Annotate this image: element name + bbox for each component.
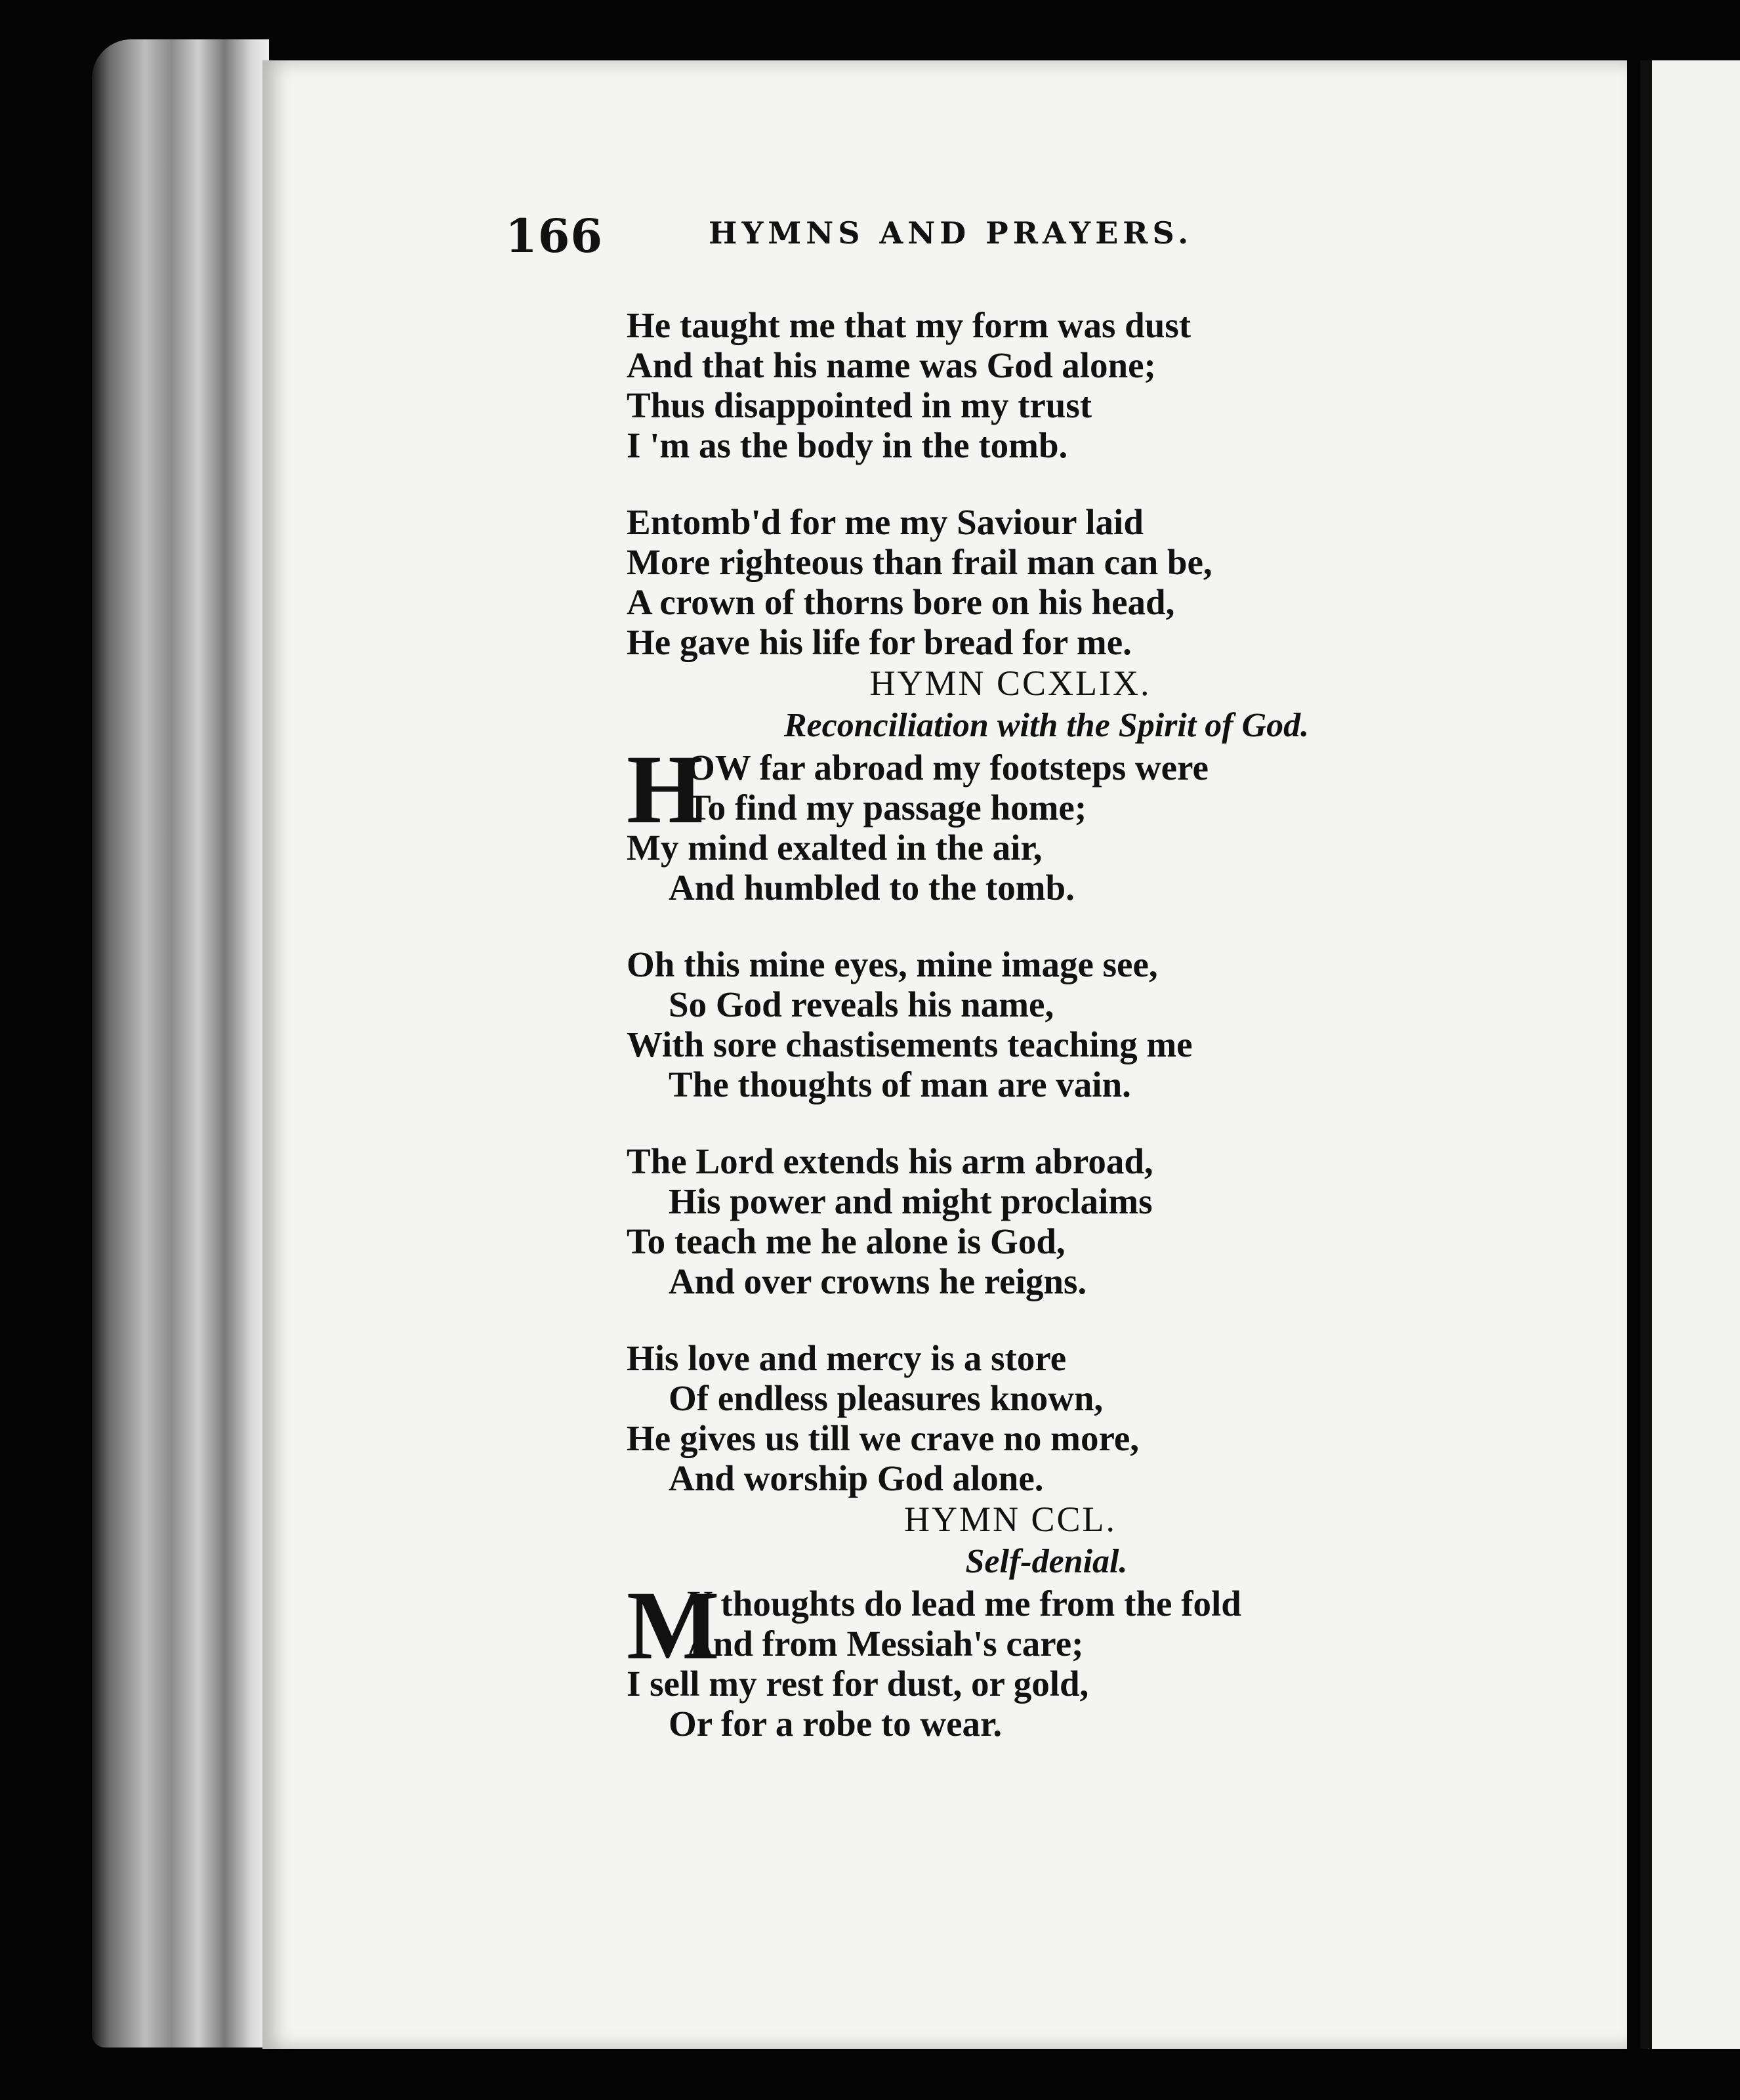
stanza <box>627 944 1447 1104</box>
hymn-title: HYMN CCL. <box>903 1500 1117 1539</box>
verse-line: The Lord extends his arm abroad, <box>627 1141 1153 1181</box>
page-number: 166 <box>505 209 604 263</box>
running-head <box>505 209 1260 268</box>
stanza <box>627 735 1447 908</box>
hymn-title: HYMN CCXLIX. <box>869 663 1151 703</box>
verse-line: He gives us till we crave no more, <box>627 1418 1140 1458</box>
hymn-subtitle: Self-denial. <box>965 1543 1128 1580</box>
verse-line: He gave his life for bread for me. <box>627 622 1132 662</box>
verse-line: More righteous than frail man can be, <box>627 542 1212 582</box>
stanza <box>627 502 1447 662</box>
stanza <box>627 1571 1447 1744</box>
verse-line: My mind exalted in the air, <box>627 828 1043 868</box>
verse-line: And from Messiah's care; <box>687 1624 1084 1664</box>
page-header: HYMNS AND PRAYERS. <box>709 215 1193 251</box>
verse-line: The thoughts of man are vain. <box>669 1064 1131 1104</box>
drop-cap: M <box>627 1571 720 1680</box>
text-block <box>627 305 1447 1744</box>
stanza <box>627 305 1447 465</box>
verse-line: And humbled to the tomb. <box>669 868 1075 908</box>
drop-cap: H <box>627 735 703 844</box>
verse-line: Thus disappointed in my trust <box>627 385 1092 425</box>
verse-line: Entomb'd for me my Saviour laid <box>627 502 1144 542</box>
page-edges <box>92 39 269 2048</box>
verse-line: And over crowns he reigns. <box>669 1261 1087 1301</box>
verse-line: Oh this mine eyes, mine image see, <box>627 944 1158 984</box>
facing-page-edge <box>1640 60 1740 2049</box>
verse-line: To teach me he alone is God, <box>627 1221 1066 1261</box>
stanza <box>627 1338 1447 1498</box>
verse-line: Y thoughts do lead me from the fold <box>687 1584 1241 1624</box>
verse-line: His power and might proclaims <box>669 1181 1153 1221</box>
verse-line: His love and mercy is a store <box>627 1338 1067 1378</box>
verse-line: I sell my rest for dust, or gold, <box>627 1664 1089 1704</box>
verse-line: And that his name was God alone; <box>627 345 1156 385</box>
stanza <box>627 1141 1447 1301</box>
verse-line: So God reveals his name, <box>669 984 1054 1024</box>
verse-line: With sore chastisements teaching me <box>627 1024 1193 1064</box>
hymn-subtitle: Reconciliation with the Spirit of God. <box>783 707 1310 744</box>
verse-line: And worship God alone. <box>669 1458 1044 1498</box>
verse-line: I 'm as the body in the tomb. <box>627 425 1068 465</box>
verse-line: To find my passage home; <box>687 788 1087 828</box>
verse-line: Or for a robe to wear. <box>669 1704 1003 1744</box>
verse-line: Of endless pleasures known, <box>669 1378 1104 1418</box>
verse-line: He taught me that my form was dust <box>627 305 1191 345</box>
verse-line: A crown of thorns bore on his head, <box>627 582 1175 622</box>
verse-line: OW far abroad my footsteps were <box>687 747 1209 788</box>
